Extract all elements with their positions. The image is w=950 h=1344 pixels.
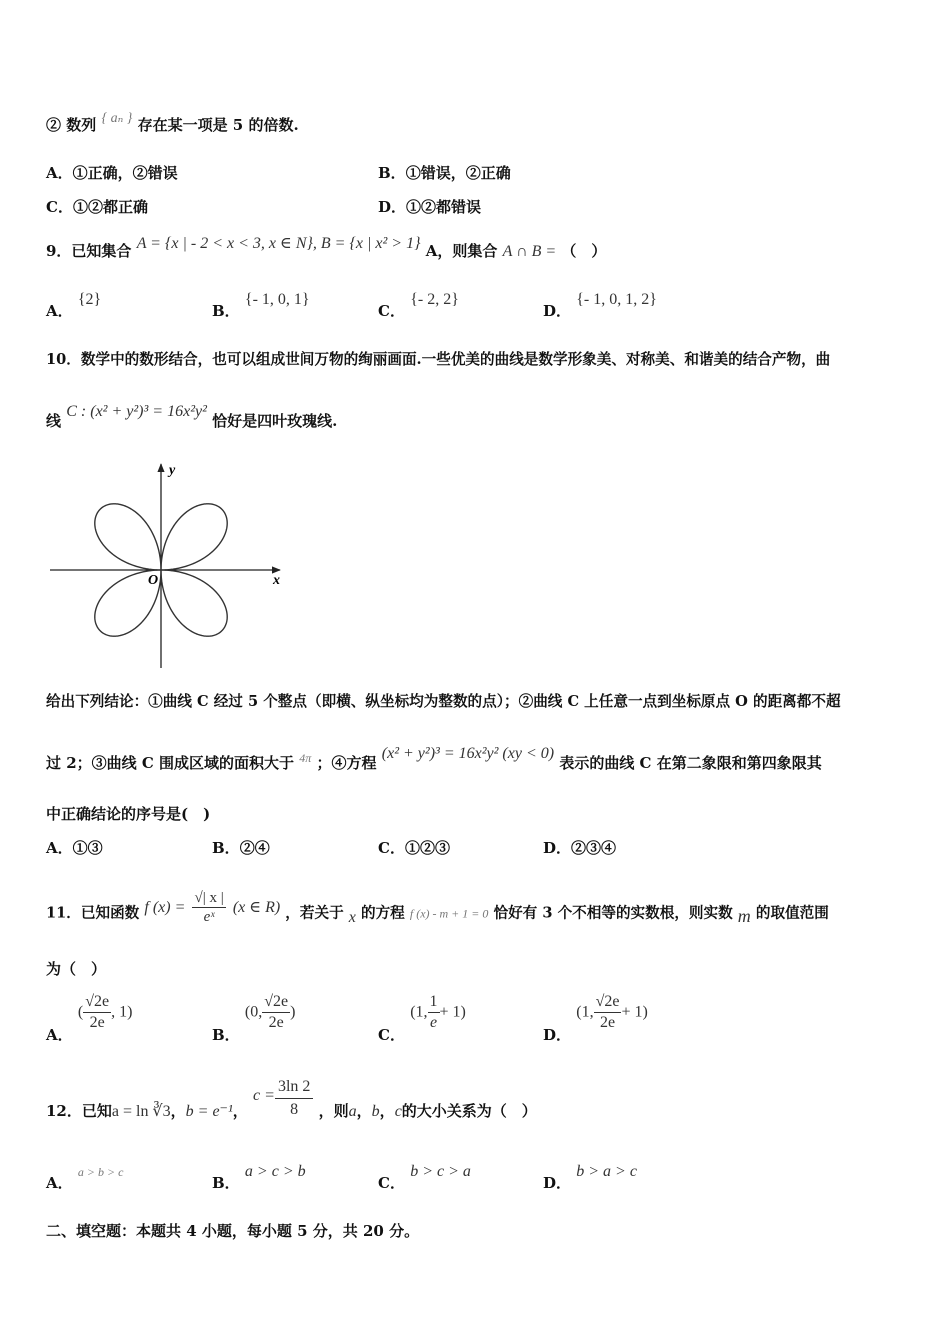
q11-line-2: 为（ ） [46,960,107,978]
option-label: C． [378,302,405,320]
q12-option-c[interactable] [378,1163,471,1193]
q11-eq: f (x) - m + 1 = 0 [409,906,489,921]
q11-mid1: ，若关于 [285,904,344,922]
item-2-sequence-math: { aₙ } [101,111,133,126]
option-pre: (1, [410,1003,428,1021]
option-fraction [83,992,111,1033]
y-axis-label: y [169,463,176,478]
q11-func-den: eˣ [203,909,215,925]
option-text: ②③④ [571,839,617,857]
q11-func-num: √| x | [194,890,224,906]
x-axis-label: x [273,573,280,588]
q12-var-b: b [371,1103,380,1120]
q9-mid: A，则集合 [425,242,498,260]
q12-comma2: ， [379,1102,395,1120]
q8-option-c[interactable] [46,196,148,217]
option-pre: (0, [244,1003,263,1021]
option-label: C． [46,198,73,216]
q12-stem [46,1076,537,1121]
option-math: {- 1, 0, 1, 2} [576,291,657,308]
q9-option-b[interactable] [212,291,310,321]
four-leaf-rose-graph [48,460,298,672]
option-label: C． [378,1174,405,1192]
option-label: D． [543,302,572,320]
option-label: A． [46,1174,73,1192]
q12-c-den: 8 [290,1101,299,1118]
option-fraction [594,992,622,1033]
option-math: a > b > c [77,1165,124,1179]
q10-line3-prefix: 过 2；③曲线 C 围成区域的面积大于 [46,754,295,772]
q11-option-c[interactable] [378,992,466,1044]
q12-suffix: 的大小关系为（ ） [401,1102,537,1120]
option-text: ①③ [72,839,103,857]
option-den: 2e [89,1014,105,1031]
option-label: A． [46,164,73,182]
option-fraction [428,992,440,1033]
q9-option-c[interactable] [378,291,459,321]
q10-line3-suffix: 表示的曲线 C 在第二象限和第四象限其 [559,754,822,772]
q11-option-b[interactable] [212,992,296,1044]
q8-option-b[interactable] [378,162,511,183]
q12-a-math: a = ln ∛3 [111,1103,171,1120]
option-label: C． [378,1025,405,1044]
q11-option-a[interactable] [46,992,133,1044]
option-pre: ( [77,1003,84,1021]
q8-option-d[interactable] [378,196,481,217]
option-text: ①②都正确 [72,198,148,216]
q12-option-b[interactable] [212,1163,306,1193]
option-fraction [262,992,290,1033]
q11-mid2: 的方程 [360,904,405,922]
option-post: , 1) [111,1003,133,1021]
option-math: b > a > c [576,1163,637,1180]
q12-option-d[interactable] [543,1163,637,1193]
q11-func-domain: (x ∈ R) [232,898,281,916]
option-text: ①错误，②正确 [405,164,511,182]
option-math: a > c > b [244,1163,306,1180]
option-text: ②④ [239,839,270,857]
q12-c-num: 3ln 2 [275,1076,313,1099]
q10-line2-prefix: 线 [46,412,62,430]
q10-curve-math: C : (x² + y²)³ = 16x²y² [66,403,207,420]
q12-option-a[interactable] [46,1165,124,1193]
option-post: ) [290,1003,296,1021]
q10-option-b[interactable] [212,837,270,858]
q12-var-a: a [348,1103,357,1120]
q10-conclusion-line-2 [46,745,822,773]
option-text: ①②都错误 [406,198,482,216]
item-2-line [46,111,299,135]
q10-line-2 [46,403,338,431]
option-math: b > c > a [410,1163,471,1180]
option-den: 2e [599,1014,616,1031]
option-label: D． [378,198,407,216]
q11-suffix: 的取值范围 [755,904,829,922]
q12-comma1: ， [356,1102,372,1120]
q10-option-a[interactable] [46,837,103,858]
option-label: B． [378,164,406,182]
item-2-suffix: 存在某一项是 5 的倍数. [137,116,299,134]
q10-conclusion-line-1: 给出下列结论：①曲线 C 经过 5 个整点（即横、纵坐标均为整数的点）；②曲线 C 上任意一点到坐标原点 O 的距离都不超 [46,693,841,710]
q12-sep1: ， [170,1102,186,1120]
q10-area-math: 4π [299,751,312,765]
q11-var-x: x [348,908,356,926]
option-label: B． [212,1174,240,1192]
option-den: e [429,1014,438,1031]
q11-mid3: 恰好有 3 个不相等的实数根，则实数 [493,904,733,922]
q10-option-c[interactable] [378,837,450,858]
option-label: B． [212,1025,240,1044]
option-math: {2} [77,291,102,308]
q9-option-d[interactable] [543,291,657,321]
option-label: D． [543,1025,572,1044]
q11-func-lhs: f (x) = [144,898,186,916]
q9-expr: A ∩ B = [502,243,557,260]
q11-stem [46,890,829,932]
option-num: √2e [262,992,290,1013]
option-post: + 1) [621,1003,648,1021]
option-text: ①②③ [404,839,450,857]
option-pre: (1, [576,1003,594,1021]
q10-line3-mid: ；④方程 [316,754,377,772]
option-label: A． [46,302,73,320]
option-label: C． [378,839,405,857]
option-label: D． [543,839,572,857]
q11-option-d[interactable] [543,992,648,1044]
q12-sep2: ， [232,1102,248,1120]
q12-b-math: b = e⁻¹ [185,1103,233,1120]
q12-prefix: 12．已知 [46,1102,112,1120]
q9-option-a[interactable] [46,291,102,321]
q11-prefix: 11．已知函数 [46,904,140,922]
q10-eq-math: (x² + y²)³ = 16x²y² (xy < 0) [381,745,555,762]
q12-c-lhs: c = [253,1087,275,1104]
option-math: {- 2, 2} [410,291,459,308]
q10-conclusion-line-3: 中正确结论的序号是( ) [46,805,211,823]
option-label: A． [46,1025,73,1044]
q9-tail: （ ） [561,242,607,260]
q10-line2-suffix: 恰好是四叶玫瑰线. [212,412,338,430]
q10-option-d[interactable] [543,837,616,858]
option-num: √2e [594,992,622,1013]
q11-var-m: m [737,905,751,926]
q9-set-math: A = {x | - 2 < x < 3, x ∈ N}, B = {x | x² > 1} [136,235,421,252]
option-den: 2e [268,1014,284,1031]
q12-mid: ，则 [318,1102,349,1120]
q11-func-fraction [192,889,225,926]
section-2-title: 二、填空题：本题共 4 小题，每小题 5 分，共 20 分。 [46,1222,420,1240]
option-text: ①正确，②错误 [72,164,178,182]
q9-stem [46,235,607,261]
option-label: B． [212,302,240,320]
option-post: + 1) [439,1003,466,1021]
option-num: √2e [83,992,111,1013]
q9-number: 9．已知集合 [46,242,132,260]
option-label: D． [543,1174,572,1192]
item-2-prefix: ② 数列 [46,116,97,134]
option-math: {- 1, 0, 1} [244,291,310,308]
q12-c-fraction [275,1076,313,1121]
q8-option-a[interactable] [46,162,178,183]
q10-line-1: 10．数学中的数形结合，也可以组成世间万物的绚丽画面.一些优美的曲线是数学形象美、对称美、和谐美的结合产物，曲 [46,351,831,368]
option-num: 1 [428,992,440,1013]
option-label: A． [46,839,73,857]
q12-var-c: c [394,1103,402,1120]
option-label: B． [212,839,240,857]
origin-label: O [148,573,159,588]
